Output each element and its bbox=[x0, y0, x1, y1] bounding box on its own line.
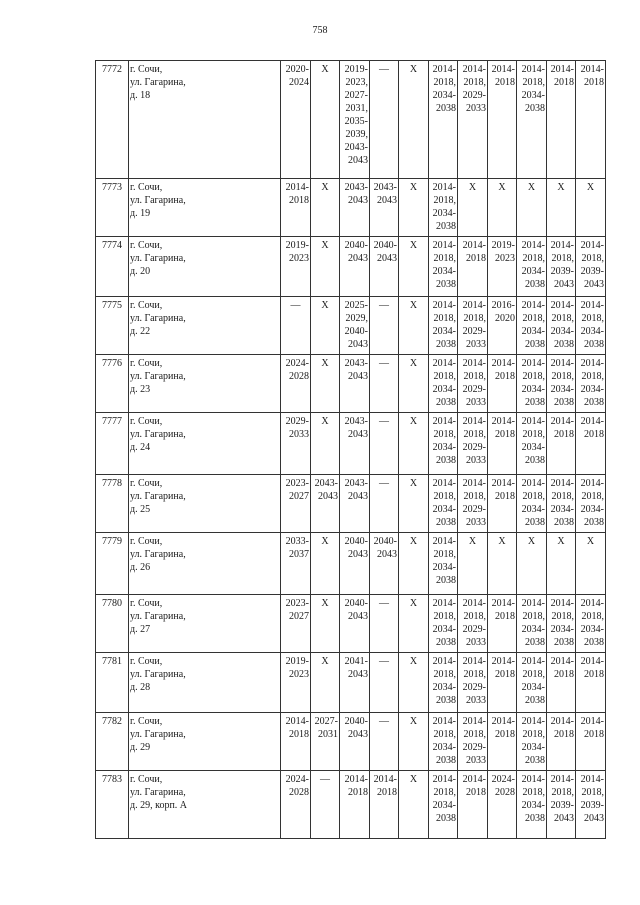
row-number: 7780 bbox=[96, 595, 129, 653]
schedule-cell: 2014- 2018 bbox=[488, 713, 517, 771]
schedule-cell: Х bbox=[311, 355, 340, 413]
schedule-cell: 2027- 2031 bbox=[311, 713, 340, 771]
row-number: 7781 bbox=[96, 653, 129, 713]
schedule-cell: 2014- 2018, 2034- 2038 bbox=[429, 533, 458, 595]
schedule-cell: — bbox=[311, 771, 340, 839]
address-cell: г. Сочи, ул. Гагарина, д. 28 bbox=[129, 653, 281, 713]
schedule-cell: 2040- 2043 bbox=[340, 237, 370, 297]
schedule-cell: 2014- 2018 bbox=[488, 355, 517, 413]
address-cell: г. Сочи, ул. Гагарина, д. 25 bbox=[129, 475, 281, 533]
schedule-cell: 2014- 2018 bbox=[370, 771, 399, 839]
schedule-cell: — bbox=[370, 297, 399, 355]
schedule-cell: Х bbox=[311, 61, 340, 179]
schedule-cell: 2014- 2018, 2034- 2038 bbox=[429, 475, 458, 533]
schedule-cell: Х bbox=[488, 533, 517, 595]
schedule-cell: Х bbox=[547, 179, 576, 237]
schedule-cell: 2014- 2018, 2034- 2038 bbox=[547, 595, 576, 653]
schedule-cell: 2014- 2018, 2034- 2038 bbox=[547, 475, 576, 533]
row-number: 7773 bbox=[96, 179, 129, 237]
schedule-cell: 2014- 2018, 2039- 2043 bbox=[547, 237, 576, 297]
schedule-cell: Х bbox=[399, 771, 429, 839]
schedule-cell: Х bbox=[311, 179, 340, 237]
schedule-cell: 2019- 2023 bbox=[488, 237, 517, 297]
schedule-cell: 2014- 2018, 2039- 2043 bbox=[547, 771, 576, 839]
schedule-cell: Х bbox=[547, 533, 576, 595]
schedule-cell: 2014- 2018, 2034- 2038 bbox=[576, 475, 606, 533]
schedule-cell: Х bbox=[311, 297, 340, 355]
schedule-cell: 2014- 2018, 2034- 2038 bbox=[517, 475, 547, 533]
schedule-cell: 2014- 2018, 2034- 2038 bbox=[429, 413, 458, 475]
schedule-cell: 2014- 2018, 2034- 2038 bbox=[547, 297, 576, 355]
schedule-cell: 2014- 2018, 2029- 2033 bbox=[458, 475, 488, 533]
schedule-cell: 2043- 2043 bbox=[370, 179, 399, 237]
address-cell: г. Сочи, ул. Гагарина, д. 29 bbox=[129, 713, 281, 771]
schedule-cell: 2014- 2018 bbox=[458, 771, 488, 839]
schedule-cell: 2014- 2018 bbox=[281, 179, 311, 237]
schedule-cell: 2014- 2018 bbox=[340, 771, 370, 839]
schedule-cell: Х bbox=[399, 595, 429, 653]
schedule-cell: 2023- 2027 bbox=[281, 475, 311, 533]
schedule-cell: Х bbox=[399, 237, 429, 297]
schedule-cell: Х bbox=[399, 297, 429, 355]
schedule-cell: 2014- 2018 bbox=[488, 595, 517, 653]
housing-repair-schedule-table bbox=[95, 60, 606, 839]
schedule-cell: 2033- 2037 bbox=[281, 533, 311, 595]
table-row bbox=[96, 413, 606, 475]
schedule-cell: 2014- 2018, 2034- 2038 bbox=[547, 355, 576, 413]
schedule-cell: 2014- 2018, 2029- 2033 bbox=[458, 595, 488, 653]
schedule-cell: 2014- 2018, 2034- 2038 bbox=[576, 355, 606, 413]
schedule-cell: 2014- 2018 bbox=[576, 713, 606, 771]
schedule-cell: — bbox=[370, 475, 399, 533]
row-number: 7774 bbox=[96, 237, 129, 297]
schedule-cell: 2019- 2023 bbox=[281, 237, 311, 297]
schedule-cell: 2023- 2027 bbox=[281, 595, 311, 653]
schedule-cell: 2014- 2018, 2034- 2038 bbox=[429, 61, 458, 179]
schedule-cell: 2014- 2018, 2029- 2033 bbox=[458, 713, 488, 771]
schedule-cell: 2040- 2043 bbox=[340, 713, 370, 771]
schedule-cell: 2014- 2018 bbox=[547, 653, 576, 713]
address-cell: г. Сочи, ул. Гагарина, д. 27 bbox=[129, 595, 281, 653]
schedule-cell: 2040- 2043 bbox=[340, 595, 370, 653]
row-number: 7777 bbox=[96, 413, 129, 475]
schedule-cell: 2014- 2018, 2034- 2038 bbox=[517, 237, 547, 297]
table-row bbox=[96, 533, 606, 595]
schedule-cell: 2014- 2018, 2034- 2038 bbox=[517, 413, 547, 475]
schedule-cell: 2014- 2018, 2034- 2038 bbox=[576, 595, 606, 653]
schedule-cell: 2043- 2043 bbox=[340, 355, 370, 413]
schedule-cell: Х bbox=[458, 179, 488, 237]
schedule-cell: 2014- 2018, 2029- 2033 bbox=[458, 61, 488, 179]
row-number: 7783 bbox=[96, 771, 129, 839]
schedule-cell: 2014- 2018, 2029- 2033 bbox=[458, 653, 488, 713]
schedule-cell: 2014- 2018, 2034- 2038 bbox=[429, 355, 458, 413]
schedule-cell: 2014- 2018, 2029- 2033 bbox=[458, 413, 488, 475]
schedule-cell: 2014- 2018, 2034- 2038 bbox=[429, 297, 458, 355]
schedule-cell: 2014- 2018, 2034- 2038 bbox=[517, 297, 547, 355]
schedule-cell: 2014- 2018, 2029- 2033 bbox=[458, 297, 488, 355]
schedule-cell: 2014- 2018, 2039- 2043 bbox=[576, 771, 606, 839]
schedule-cell: 2014- 2018, 2034- 2038 bbox=[429, 179, 458, 237]
schedule-cell: 2020- 2024 bbox=[281, 61, 311, 179]
table-row bbox=[96, 179, 606, 237]
schedule-cell: 2019- 2023 bbox=[281, 653, 311, 713]
schedule-cell: Х bbox=[488, 179, 517, 237]
schedule-cell: 2029- 2033 bbox=[281, 413, 311, 475]
schedule-cell: 2014- 2018 bbox=[576, 61, 606, 179]
row-number: 7776 bbox=[96, 355, 129, 413]
schedule-cell: 2014- 2018 bbox=[281, 713, 311, 771]
schedule-cell: 2043- 2043 bbox=[311, 475, 340, 533]
schedule-cell: Х bbox=[311, 237, 340, 297]
schedule-cell: 2014- 2018, 2034- 2038 bbox=[429, 771, 458, 839]
schedule-cell: — bbox=[370, 653, 399, 713]
schedule-cell: 2014- 2018, 2039- 2043 bbox=[576, 237, 606, 297]
schedule-cell: Х bbox=[399, 475, 429, 533]
schedule-cell: Х bbox=[399, 653, 429, 713]
schedule-cell: — bbox=[370, 413, 399, 475]
address-cell: г. Сочи, ул. Гагарина, д. 23 bbox=[129, 355, 281, 413]
table-row bbox=[96, 475, 606, 533]
address-cell: г. Сочи, ул. Гагарина, д. 19 bbox=[129, 179, 281, 237]
address-cell: г. Сочи, ул. Гагарина, д. 20 bbox=[129, 237, 281, 297]
row-number: 7775 bbox=[96, 297, 129, 355]
schedule-cell: 2014- 2018 bbox=[576, 413, 606, 475]
schedule-cell: 2014- 2018, 2034- 2038 bbox=[517, 61, 547, 179]
schedule-cell: 2024- 2028 bbox=[281, 355, 311, 413]
schedule-cell: 2014- 2018, 2034- 2038 bbox=[517, 771, 547, 839]
table-row bbox=[96, 297, 606, 355]
schedule-cell: Х bbox=[311, 533, 340, 595]
table-row bbox=[96, 713, 606, 771]
schedule-cell: Х bbox=[311, 653, 340, 713]
schedule-cell: 2043- 2043 bbox=[340, 179, 370, 237]
table-row bbox=[96, 355, 606, 413]
schedule-cell: 2014- 2018 bbox=[488, 61, 517, 179]
schedule-cell: 2014- 2018, 2034- 2038 bbox=[517, 595, 547, 653]
schedule-cell: — bbox=[370, 61, 399, 179]
schedule-cell: 2041- 2043 bbox=[340, 653, 370, 713]
schedule-cell: 2024- 2028 bbox=[281, 771, 311, 839]
table-row bbox=[96, 61, 606, 179]
schedule-cell: Х bbox=[399, 413, 429, 475]
row-number: 7772 bbox=[96, 61, 129, 179]
table-row bbox=[96, 237, 606, 297]
schedule-cell: 2043- 2043 bbox=[340, 413, 370, 475]
schedule-cell: 2043- 2043 bbox=[340, 475, 370, 533]
schedule-cell: 2014- 2018 bbox=[576, 653, 606, 713]
schedule-cell: 2019- 2023, 2027- 2031, 2035- 2039, 2043- 2043 bbox=[340, 61, 370, 179]
schedule-cell: 2016- 2020 bbox=[488, 297, 517, 355]
schedule-cell: — bbox=[370, 595, 399, 653]
schedule-cell: Х bbox=[576, 179, 606, 237]
schedule-cell: 2014- 2018, 2034- 2038 bbox=[517, 713, 547, 771]
schedule-cell: Х bbox=[399, 355, 429, 413]
schedule-cell: 2014- 2018, 2034- 2038 bbox=[517, 653, 547, 713]
schedule-cell: 2014- 2018 bbox=[488, 413, 517, 475]
schedule-cell: Х bbox=[517, 533, 547, 595]
schedule-cell: 2014- 2018 bbox=[547, 413, 576, 475]
schedule-cell: 2014- 2018 bbox=[458, 237, 488, 297]
table-row bbox=[96, 771, 606, 839]
schedule-cell: 2014- 2018, 2029- 2033 bbox=[458, 355, 488, 413]
schedule-cell: 2014- 2018, 2034- 2038 bbox=[429, 595, 458, 653]
table-row bbox=[96, 595, 606, 653]
address-cell: г. Сочи, ул. Гагарина, д. 26 bbox=[129, 533, 281, 595]
schedule-cell: Х bbox=[517, 179, 547, 237]
schedule-cell: 2040- 2043 bbox=[340, 533, 370, 595]
row-number: 7782 bbox=[96, 713, 129, 771]
schedule-cell: Х bbox=[311, 413, 340, 475]
schedule-cell: — bbox=[281, 297, 311, 355]
schedule-cell: 2014- 2018, 2034- 2038 bbox=[576, 297, 606, 355]
address-cell: г. Сочи, ул. Гагарина, д. 18 bbox=[129, 61, 281, 179]
schedule-cell: 2014- 2018, 2034- 2038 bbox=[429, 237, 458, 297]
schedule-cell: Х bbox=[399, 713, 429, 771]
schedule-cell: 2014- 2018, 2034- 2038 bbox=[517, 355, 547, 413]
row-number: 7778 bbox=[96, 475, 129, 533]
schedule-cell: 2014- 2018, 2034- 2038 bbox=[429, 653, 458, 713]
schedule-cell: Х bbox=[311, 595, 340, 653]
schedule-cell: Х bbox=[576, 533, 606, 595]
row-number: 7779 bbox=[96, 533, 129, 595]
schedule-cell: — bbox=[370, 355, 399, 413]
schedule-cell: 2014- 2018 bbox=[488, 653, 517, 713]
schedule-cell: 2014- 2018 bbox=[547, 61, 576, 179]
schedule-cell: 2014- 2018, 2034- 2038 bbox=[429, 713, 458, 771]
schedule-cell: 2040- 2043 bbox=[370, 237, 399, 297]
schedule-cell: Х bbox=[399, 533, 429, 595]
schedule-cell: Х bbox=[399, 179, 429, 237]
schedule-cell: Х bbox=[399, 61, 429, 179]
schedule-cell: 2040- 2043 bbox=[370, 533, 399, 595]
schedule-cell: 2014- 2018 bbox=[488, 475, 517, 533]
schedule-cell: Х bbox=[458, 533, 488, 595]
address-cell: г. Сочи, ул. Гагарина, д. 24 bbox=[129, 413, 281, 475]
table-row bbox=[96, 653, 606, 713]
schedule-cell: 2024- 2028 bbox=[488, 771, 517, 839]
schedule-cell: 2014- 2018 bbox=[547, 713, 576, 771]
address-cell: г. Сочи, ул. Гагарина, д. 22 bbox=[129, 297, 281, 355]
schedule-cell: — bbox=[370, 713, 399, 771]
schedule-cell: 2025- 2029, 2040- 2043 bbox=[340, 297, 370, 355]
address-cell: г. Сочи, ул. Гагарина, д. 29, корп. А bbox=[129, 771, 281, 839]
page-number: 758 bbox=[312, 25, 328, 36]
